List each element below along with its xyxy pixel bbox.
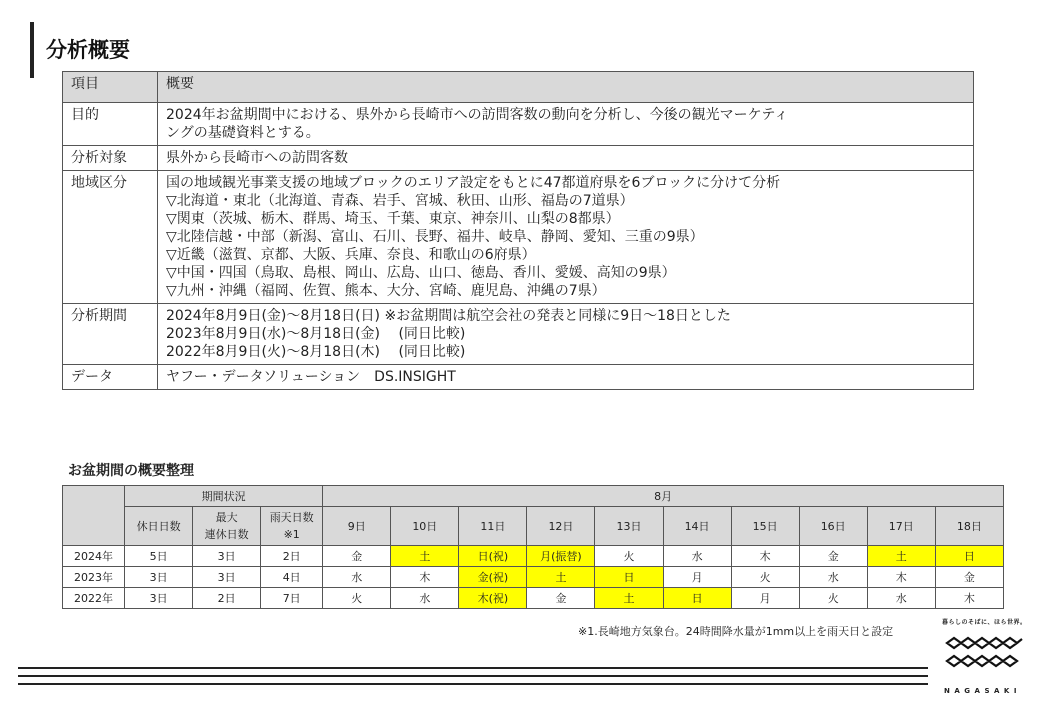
holiday-column-header-row — [63, 507, 1004, 546]
holiday-year-label: 2022年 — [63, 588, 125, 609]
nagasaki-logo-icon — [944, 635, 1026, 669]
holiday-day-cell-highlighted: 日 — [595, 567, 663, 588]
summary-row-content — [158, 103, 974, 146]
holiday-col-max — [193, 507, 261, 546]
summary-content-line: 2022年8月9日(火)～8月18日(木) (同日比較) — [166, 344, 466, 360]
holiday-year-row — [63, 546, 1004, 567]
holiday-group-period: 期間状況 — [125, 486, 323, 507]
holiday-rain-cell: 4日 — [261, 567, 323, 588]
holiday-day-header: 16日 — [799, 507, 867, 546]
holiday-count-cell: 3日 — [125, 567, 193, 588]
holiday-col-max-line2: 連休日数 — [204, 528, 249, 541]
holiday-day-cell: 水 — [323, 567, 391, 588]
logo-tagline: 暮らしのそばに、ほら世界。 — [942, 619, 1027, 626]
summary-content-line: ▽北海道・東北（北海道、青森、岩手、宮城、秋田、山形、福島の7道県） — [166, 193, 634, 209]
summary-row-content — [158, 304, 974, 365]
title-accent-bar — [30, 22, 34, 78]
holiday-col-rain-line2: ※1 — [283, 528, 300, 541]
holiday-day-cell: 木 — [867, 567, 935, 588]
holiday-day-cell-highlighted: 土 — [391, 546, 459, 567]
holiday-day-cell-highlighted: 土 — [527, 567, 595, 588]
footer-rule-middle — [18, 675, 928, 677]
summary-row-label: 分析期間 — [63, 304, 158, 365]
holiday-col-max-line1: 最大 — [215, 511, 238, 524]
holiday-day-cell-highlighted: 月(振替) — [527, 546, 595, 567]
holiday-rain-cell: 2日 — [261, 546, 323, 567]
holiday-day-cell: 木 — [731, 546, 799, 567]
holiday-day-cell: 月 — [731, 588, 799, 609]
summary-content-line: ▽北陸信越・中部（新潟、富山、石川、長野、福井、岐阜、静岡、愛知、三重の9県） — [166, 229, 704, 245]
holiday-day-cell: 水 — [663, 546, 731, 567]
summary-content-line: 国の地域観光事業支援の地域ブロックのエリア設定をもとに47都道府県を6ブロックに分けて分析 — [166, 175, 781, 191]
holiday-day-header: 18日 — [935, 507, 1003, 546]
summary-content-line: ▽関東（茨城、栃木、群馬、埼玉、千葉、東京、神奈川、山梨の8都県） — [166, 211, 620, 227]
holiday-day-header: 17日 — [867, 507, 935, 546]
holiday-day-cell-highlighted: 日 — [663, 588, 731, 609]
holiday-day-cell: 火 — [595, 546, 663, 567]
holiday-day-cell: 水 — [867, 588, 935, 609]
holiday-day-cell-highlighted: 金(祝) — [459, 567, 527, 588]
holiday-day-cell: 金 — [799, 546, 867, 567]
holiday-year-label: 2024年 — [63, 546, 125, 567]
summary-content-line: ▽九州・沖縄（福岡、佐賀、熊本、大分、宮崎、鹿児島、沖縄の7県） — [166, 283, 606, 299]
holiday-group-header-row — [63, 486, 1004, 507]
holiday-day-cell-highlighted: 木(祝) — [459, 588, 527, 609]
summary-content-line: 2024年8月9日(金)～8月18日(日) ※お盆期間は航空会社の発表と同様に9日～18日とした — [166, 308, 731, 324]
summary-row — [63, 171, 974, 304]
holiday-day-header: 14日 — [663, 507, 731, 546]
holiday-day-cell: 金 — [935, 567, 1003, 588]
holiday-col-rain — [261, 507, 323, 546]
summary-content-line: ヤフー・データソリューション DS.INSIGHT — [166, 369, 456, 385]
holiday-max-cell: 3日 — [193, 546, 261, 567]
summary-row — [63, 103, 974, 146]
holiday-day-cell-highlighted: 土 — [595, 588, 663, 609]
holiday-day-header: 11日 — [459, 507, 527, 546]
summary-row-label: 地域区分 — [63, 171, 158, 304]
summary-row — [63, 365, 974, 390]
holiday-day-header: 15日 — [731, 507, 799, 546]
holiday-day-cell-highlighted: 土 — [867, 546, 935, 567]
holiday-max-cell: 2日 — [193, 588, 261, 609]
holiday-day-header: 12日 — [527, 507, 595, 546]
holiday-col-holidays: 休日日数 — [125, 507, 193, 546]
holiday-rain-cell: 7日 — [261, 588, 323, 609]
page-title: 分析概要 — [46, 38, 130, 62]
holiday-day-header: 10日 — [391, 507, 459, 546]
footer-rule-bottom — [18, 683, 928, 685]
summary-table — [62, 71, 974, 390]
logo-text: NAGASAKI — [944, 687, 1021, 695]
holiday-day-cell-highlighted: 日 — [935, 546, 1003, 567]
holiday-table — [62, 485, 1004, 609]
holiday-day-cell: 木 — [935, 588, 1003, 609]
holiday-year-row — [63, 567, 1004, 588]
holiday-year-row — [63, 588, 1004, 609]
holiday-day-header: 9日 — [323, 507, 391, 546]
summary-header-overview: 概要 — [158, 72, 974, 103]
holiday-col-rain-line1: 雨天日数 — [269, 511, 314, 524]
holiday-day-cell: 木 — [391, 567, 459, 588]
summary-row-label: データ — [63, 365, 158, 390]
holiday-day-cell: 火 — [731, 567, 799, 588]
holiday-day-cell: 水 — [391, 588, 459, 609]
holiday-group-month: 8月 — [323, 486, 1004, 507]
holiday-day-cell-highlighted: 日(祝) — [459, 546, 527, 567]
summary-row — [63, 304, 974, 365]
summary-row — [63, 146, 974, 171]
footer-rule-top — [18, 667, 928, 669]
holiday-day-cell: 水 — [799, 567, 867, 588]
holiday-day-header: 13日 — [595, 507, 663, 546]
summary-row-label: 目的 — [63, 103, 158, 146]
holiday-corner-cell — [63, 486, 125, 546]
summary-row-label: 分析対象 — [63, 146, 158, 171]
summary-header-item: 項目 — [63, 72, 158, 103]
summary-content-line: 2023年8月9日(水)～8月18日(金) (同日比較) — [166, 326, 466, 342]
holiday-section-title: お盆期間の概要整理 — [68, 463, 194, 479]
summary-row-content — [158, 146, 974, 171]
holiday-day-cell: 火 — [323, 588, 391, 609]
summary-content-line: 県外から長崎市への訪問客数 — [166, 150, 348, 166]
holiday-max-cell: 3日 — [193, 567, 261, 588]
summary-content-line: ングの基礎資料とする。 — [166, 125, 320, 141]
holiday-day-cell: 金 — [527, 588, 595, 609]
holiday-count-cell: 3日 — [125, 588, 193, 609]
summary-header-row — [63, 72, 974, 103]
summary-content-line: ▽近畿（滋賀、京都、大阪、兵庫、奈良、和歌山の6府県） — [166, 247, 536, 263]
summary-content-line: ▽中国・四国（鳥取、島根、岡山、広島、山口、徳島、香川、愛媛、高知の9県） — [166, 265, 676, 281]
summary-row-content — [158, 171, 974, 304]
summary-content-line: 2024年お盆期間中における、県外から長崎市への訪問客数の動向を分析し、今後の観光マーケティ — [166, 107, 789, 123]
rain-footnote: ※1.長崎地方気象台。24時間降水量が1mm以上を雨天日と設定 — [578, 625, 894, 638]
holiday-day-cell: 火 — [799, 588, 867, 609]
holiday-count-cell: 5日 — [125, 546, 193, 567]
holiday-day-cell: 金 — [323, 546, 391, 567]
holiday-day-cell: 月 — [663, 567, 731, 588]
summary-row-content — [158, 365, 974, 390]
holiday-year-label: 2023年 — [63, 567, 125, 588]
